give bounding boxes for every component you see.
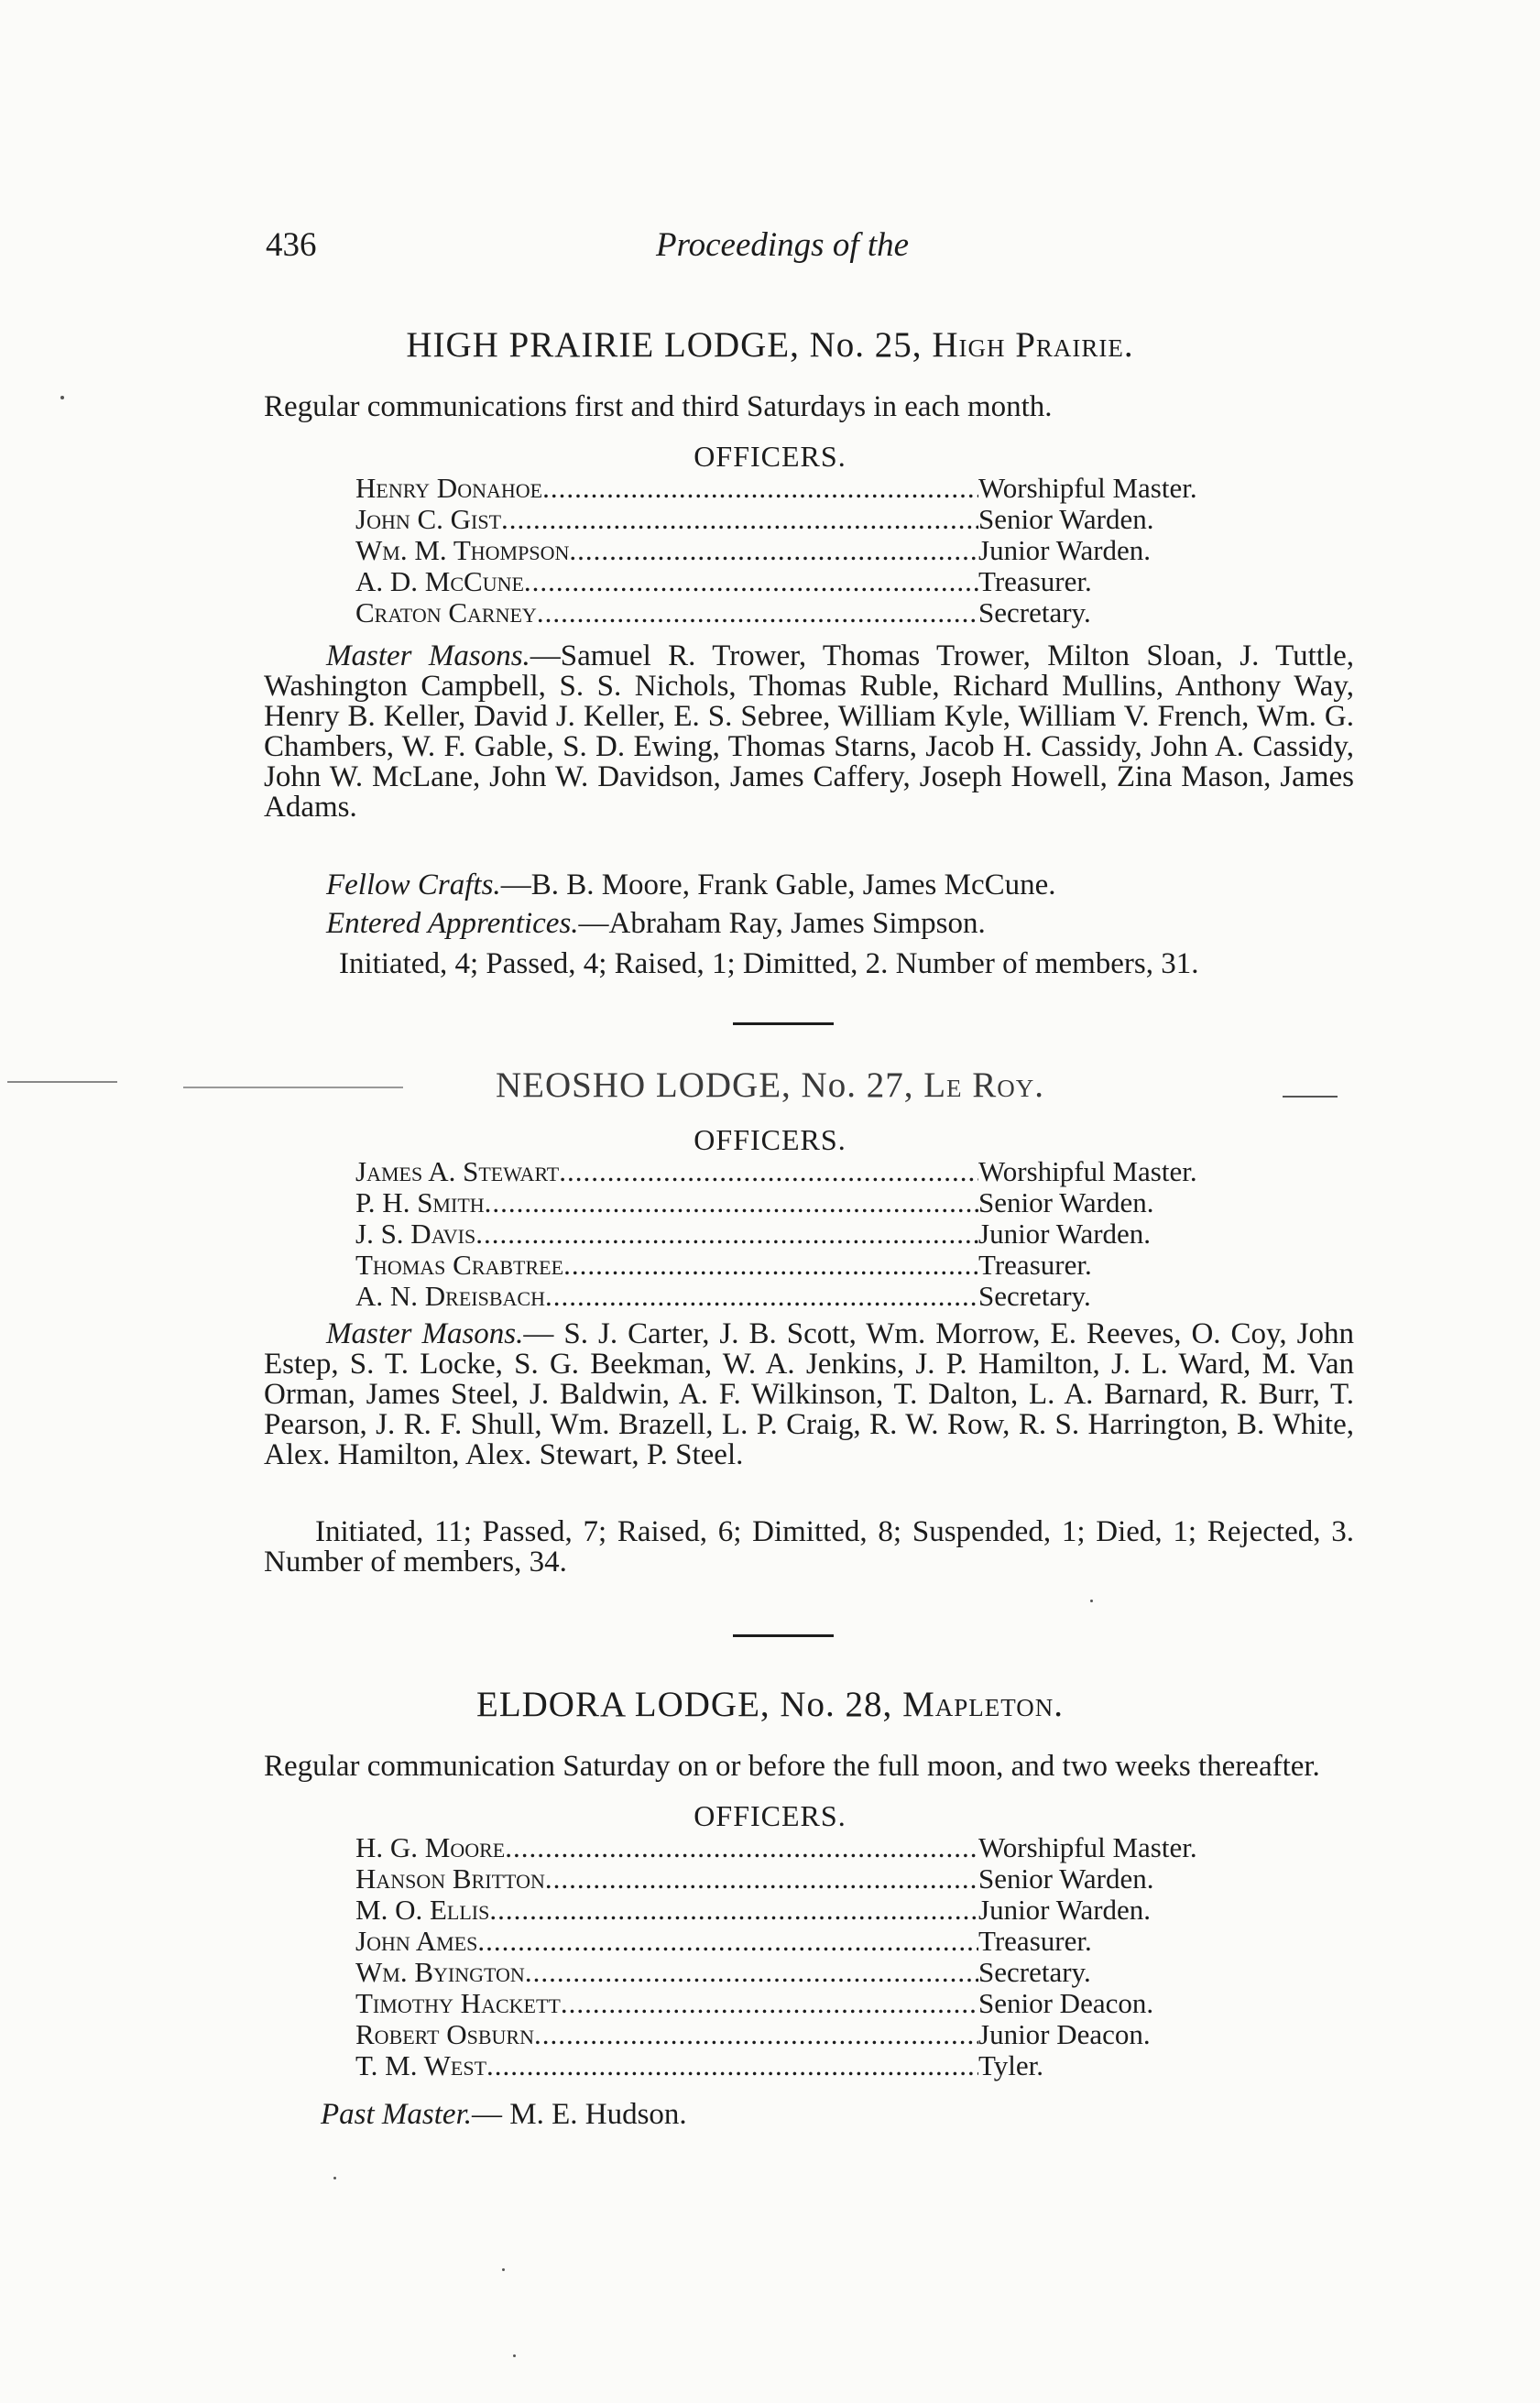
scan-speck: [513, 2354, 516, 2357]
officer-row: [355, 1218, 1281, 1250]
scan-speck: [333, 2177, 336, 2179]
fellow-crafts-label: Fellow Crafts.: [326, 868, 501, 901]
officer-row: [355, 566, 1281, 597]
officer-name: Hanson Britton: [355, 1862, 545, 1895]
officer-name: H. G. Moore: [355, 1831, 506, 1863]
lodge-heading-high-prairie: [0, 324, 1540, 366]
fellow-crafts-paragraph: [264, 870, 1354, 901]
officer-row: [355, 473, 1281, 504]
entered-apprentices-label: Entered Apprentices.: [326, 907, 579, 940]
officers-list: [355, 473, 1281, 628]
officer-name: John C. Gist: [355, 503, 502, 535]
section-rule: [733, 1634, 834, 1637]
dot-leader: [485, 1187, 978, 1218]
past-master-label: Past Master.: [321, 2098, 472, 2131]
officer-name: T. M. West: [355, 2049, 487, 2081]
dot-leader: [537, 597, 978, 628]
officer-row: [355, 1863, 1281, 1895]
officer-name: Robert Osburn: [355, 2018, 534, 2050]
dot-leader: [524, 566, 978, 597]
officer-title: Senior Deacon.: [978, 1987, 1154, 2019]
officer-name: J. S. Davis: [355, 1218, 476, 1250]
master-masons-list: —Samuel R. Trower, Thomas Trower, Milton Sloan, J. Tuttle, Washington Campbell, S. S. Nichols, Thomas Ruble, Richard Mullins, Anthony Way, Henry B. Keller, David J. Keller, E. S. Sebree, William Kyle, William V. French, Wm. G. Chambers, W. F. Gable, S. D. Ewing, Thomas Starns, Jacob H. Cassidy, John A. Cassidy, John W. McLane, John W. Davidson, James Caffery, Joseph Howell, Zina Mason, James Adams.: [264, 639, 1354, 824]
officer-row: [355, 2019, 1281, 2050]
lodge-name: ELDORA LODGE,: [476, 1685, 770, 1724]
past-master-name: — M. E. Hudson.: [472, 2098, 687, 2131]
dot-leader: [545, 1281, 978, 1312]
master-masons-label: Master Masons.: [326, 639, 530, 672]
officer-name: Thomas Crabtree: [355, 1249, 564, 1281]
officer-title: Senior Warden.: [978, 503, 1154, 535]
officer-row: [355, 1988, 1281, 2019]
dot-leader: [525, 1957, 978, 1988]
officer-title: Senior Warden.: [978, 1862, 1154, 1895]
master-masons-list: — S. J. Carter, J. B. Scott, Wm. Morrow, E. Reeves, O. Coy, John Estep, S. T. Locke, S. G. Beekman, W. A. Jenkins, J. P. Hamilton, J. L. Ward, M. Van Orman, James Steel, J. Baldwin, A. F. Wilkinson, T. Dalton, L. A. Barnard, R. Burr, T. Pearson, J. R. F. Shull, Wm. Brazell, L. P. Craig, R. W. Row, R. S. Harrington, B. White, Alex. Hamilton, Alex. Stewart, P. Steel.: [264, 1317, 1354, 1471]
master-masons-paragraph: [264, 641, 1354, 823]
officer-title: Secretary.: [978, 596, 1091, 628]
officer-title: Worshipful Master.: [978, 1831, 1197, 1863]
officer-name: Wm. Byington: [355, 1956, 525, 1988]
running-head: Proceedings of the: [656, 226, 910, 264]
officer-row: [355, 597, 1281, 628]
officer-title: Tyler.: [978, 2049, 1044, 2081]
officers-list: [355, 1156, 1281, 1312]
officer-name: A. N. Dreisbach: [355, 1280, 545, 1312]
communication-schedule: Regular communications first and third Saturdays in each month.: [264, 390, 1053, 423]
scan-speck: [60, 396, 64, 399]
communication-schedule: Regular communication Saturday on or before the full moon, and two weeks thereafter.: [264, 1750, 1320, 1783]
officer-row: [355, 1250, 1281, 1281]
officer-row: [355, 1281, 1281, 1312]
officer-name: James A. Stewart: [355, 1155, 560, 1187]
officer-title: Treasurer.: [978, 1249, 1092, 1281]
scan-speck: [502, 2268, 505, 2271]
officers-title: OFFICERS.: [694, 1123, 846, 1156]
page-number: 436: [266, 226, 317, 264]
officer-row: [355, 1187, 1281, 1218]
lodge-statistics: Initiated, 11; Passed, 7; Raised, 6; Dimitted, 8; Suspended, 1; Died, 1; Rejected, 3. Number of members, 34.: [264, 1515, 1354, 1578]
entered-apprentices-paragraph: [264, 909, 1354, 939]
officer-row: [355, 1156, 1281, 1187]
officer-title: Secretary.: [978, 1280, 1091, 1312]
officer-title: Secretary.: [978, 1956, 1091, 1988]
lodge-statistics: Initiated, 4; Passed, 4; Raised, 1; Dimitted, 2. Number of members, 31.: [339, 947, 1199, 980]
fellow-crafts-list: —B. B. Moore, Frank Gable, James McCune.: [500, 868, 1056, 901]
officer-title: Worshipful Master.: [978, 1155, 1197, 1187]
lodge-number: No. 28,: [780, 1685, 893, 1724]
scan-speck: [1090, 1600, 1093, 1602]
officer-row: [355, 1895, 1281, 1926]
officer-name: Timothy Hackett: [355, 1987, 561, 2019]
officers-title: OFFICERS.: [694, 440, 846, 473]
officers-title: OFFICERS.: [694, 1799, 846, 1832]
officer-title: Junior Warden.: [978, 534, 1152, 566]
past-master-paragraph: [321, 2100, 1328, 2130]
dot-leader: [489, 1895, 978, 1926]
scan-artifact-line: [1283, 1096, 1338, 1098]
officer-row: [355, 1957, 1281, 1988]
officer-name: M. O. Ellis: [355, 1894, 490, 1926]
officer-title: Senior Warden.: [978, 1186, 1154, 1218]
entered-apprentices-list: —Abraham Ray, James Simpson.: [578, 907, 986, 940]
lodge-heading-neosho: [0, 1065, 1540, 1106]
dot-leader: [505, 1832, 978, 1863]
dot-leader: [486, 2050, 978, 2081]
officer-title: Treasurer.: [978, 565, 1092, 597]
officer-row: [355, 1926, 1281, 1957]
lodge-number: No. 25,: [809, 325, 923, 365]
section-rule: [733, 1022, 834, 1025]
officer-name: Wm. M. Thompson: [355, 534, 570, 566]
officer-name: John Ames: [355, 1925, 478, 1957]
lodge-location: Le Roy.: [923, 1065, 1045, 1105]
dot-leader: [534, 2019, 978, 2050]
lodge-location: Mapleton.: [902, 1685, 1064, 1724]
lodge-number: No. 27,: [801, 1065, 914, 1105]
officer-title: Junior Deacon.: [978, 2018, 1151, 2050]
officer-row: [355, 1832, 1281, 1863]
master-masons-label: Master Masons.: [326, 1317, 524, 1350]
officer-name: Craton Carney: [355, 596, 537, 628]
dot-leader: [501, 504, 978, 535]
officer-title: Junior Warden.: [978, 1218, 1152, 1250]
officer-title: Worshipful Master.: [978, 472, 1197, 504]
officer-row: [355, 504, 1281, 535]
officer-title: Junior Warden.: [978, 1894, 1152, 1926]
dot-leader: [569, 535, 978, 566]
officer-name: A. D. McCune: [355, 565, 524, 597]
lodge-location: High Prairie.: [932, 325, 1134, 365]
dot-leader: [477, 1926, 978, 1957]
master-masons-paragraph: [264, 1319, 1354, 1470]
dot-leader: [561, 1988, 978, 2019]
officer-row: [355, 2050, 1281, 2081]
dot-leader: [559, 1156, 978, 1187]
lodge-name: HIGH PRAIRIE LODGE,: [406, 325, 800, 365]
officer-title: Treasurer.: [978, 1925, 1092, 1957]
officer-row: [355, 535, 1281, 566]
officer-name: P. H. Smith: [355, 1186, 485, 1218]
scan-artifact-line: [7, 1081, 117, 1083]
officer-name: Henry Donahoe: [355, 472, 543, 504]
officers-list: [355, 1832, 1281, 2081]
dot-leader: [475, 1218, 978, 1250]
lodge-heading-eldora: [0, 1684, 1540, 1725]
dot-leader: [545, 1863, 978, 1895]
scan-artifact-line: [183, 1087, 403, 1088]
lodge-name: NEOSHO LODGE,: [495, 1065, 792, 1105]
dot-leader: [563, 1250, 978, 1281]
dot-leader: [542, 473, 978, 504]
